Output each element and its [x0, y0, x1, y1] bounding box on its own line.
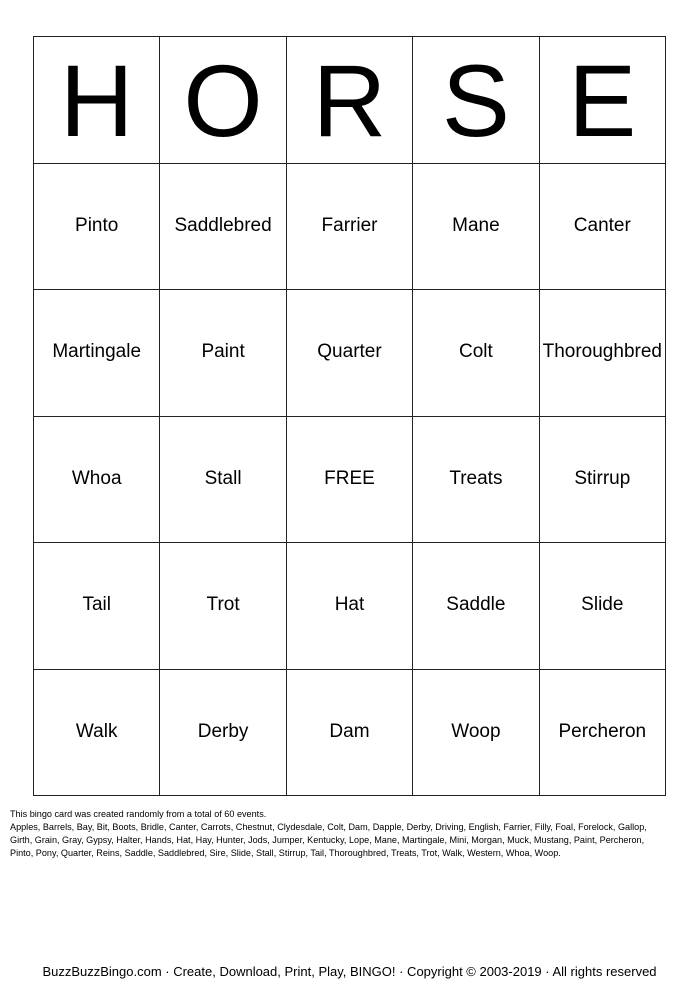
- bingo-cell: Stirrup: [540, 417, 666, 544]
- header-letter-h: H: [34, 37, 160, 164]
- bingo-cell: Colt: [413, 290, 539, 417]
- event-list-info: [10, 808, 690, 860]
- bingo-cell: Martingale: [34, 290, 160, 417]
- free-space-cell: FREE: [287, 417, 413, 544]
- event-list-line: Apples, Barrels, Bay, Bit, Boots, Bridle, Canter, Carrots, Chestnut, Clydesdale, Colt, Dam, Dapple, Derby, Driving, English, Farrier, Filly, Foal, Forelock, Gallop,: [10, 822, 647, 832]
- bingo-cell: Slide: [540, 543, 666, 670]
- event-list-line: Pinto, Pony, Quarter, Reins, Saddle, Saddlebred, Sire, Slide, Stall, Stirrup, Tail, Thoroughbred, Treats, Trot, Walk, Western, Whoa, Woop.: [10, 848, 561, 858]
- info-intro: This bingo card was created randomly from a total of 60 events.: [10, 809, 267, 819]
- bingo-cell: Canter: [540, 164, 666, 291]
- bingo-cell: Tail: [34, 543, 160, 670]
- bingo-cell: Walk: [34, 670, 160, 797]
- header-letter-r: R: [287, 37, 413, 164]
- bingo-cell: Saddlebred: [160, 164, 286, 291]
- bingo-cell: Percheron: [540, 670, 666, 797]
- bingo-cell: Paint: [160, 290, 286, 417]
- header-letter-s: S: [413, 37, 539, 164]
- bingo-cell: Derby: [160, 670, 286, 797]
- bingo-cell: Whoa: [34, 417, 160, 544]
- bingo-cell: Saddle: [413, 543, 539, 670]
- bingo-cell: Treats: [413, 417, 539, 544]
- bingo-cell: Stall: [160, 417, 286, 544]
- event-list-line: Girth, Grain, Gray, Gypsy, Halter, Hands, Hat, Hay, Hunter, Jods, Jumper, Kentucky, Lope, Mane, Martingale, Mini, Morgan, Muck, Mustang, Paint, Percheron,: [10, 835, 645, 845]
- bingo-cell: Farrier: [287, 164, 413, 291]
- copyright-footer: BuzzBuzzBingo.com · Create, Download, Print, Play, BINGO! · Copyright © 2003-2019 · All rights reserved: [42, 964, 657, 979]
- bingo-cell: Hat: [287, 543, 413, 670]
- bingo-cell: Quarter: [287, 290, 413, 417]
- header-letter-o: O: [160, 37, 286, 164]
- bingo-cell: Thoroughbred: [540, 290, 666, 417]
- header-letter-e: E: [540, 37, 666, 164]
- bingo-cell: Pinto: [34, 164, 160, 291]
- bingo-cell: Woop: [413, 670, 539, 797]
- bingo-card: [33, 36, 666, 796]
- bingo-cell: Trot: [160, 543, 286, 670]
- bingo-cell: Mane: [413, 164, 539, 291]
- bingo-cell: Dam: [287, 670, 413, 797]
